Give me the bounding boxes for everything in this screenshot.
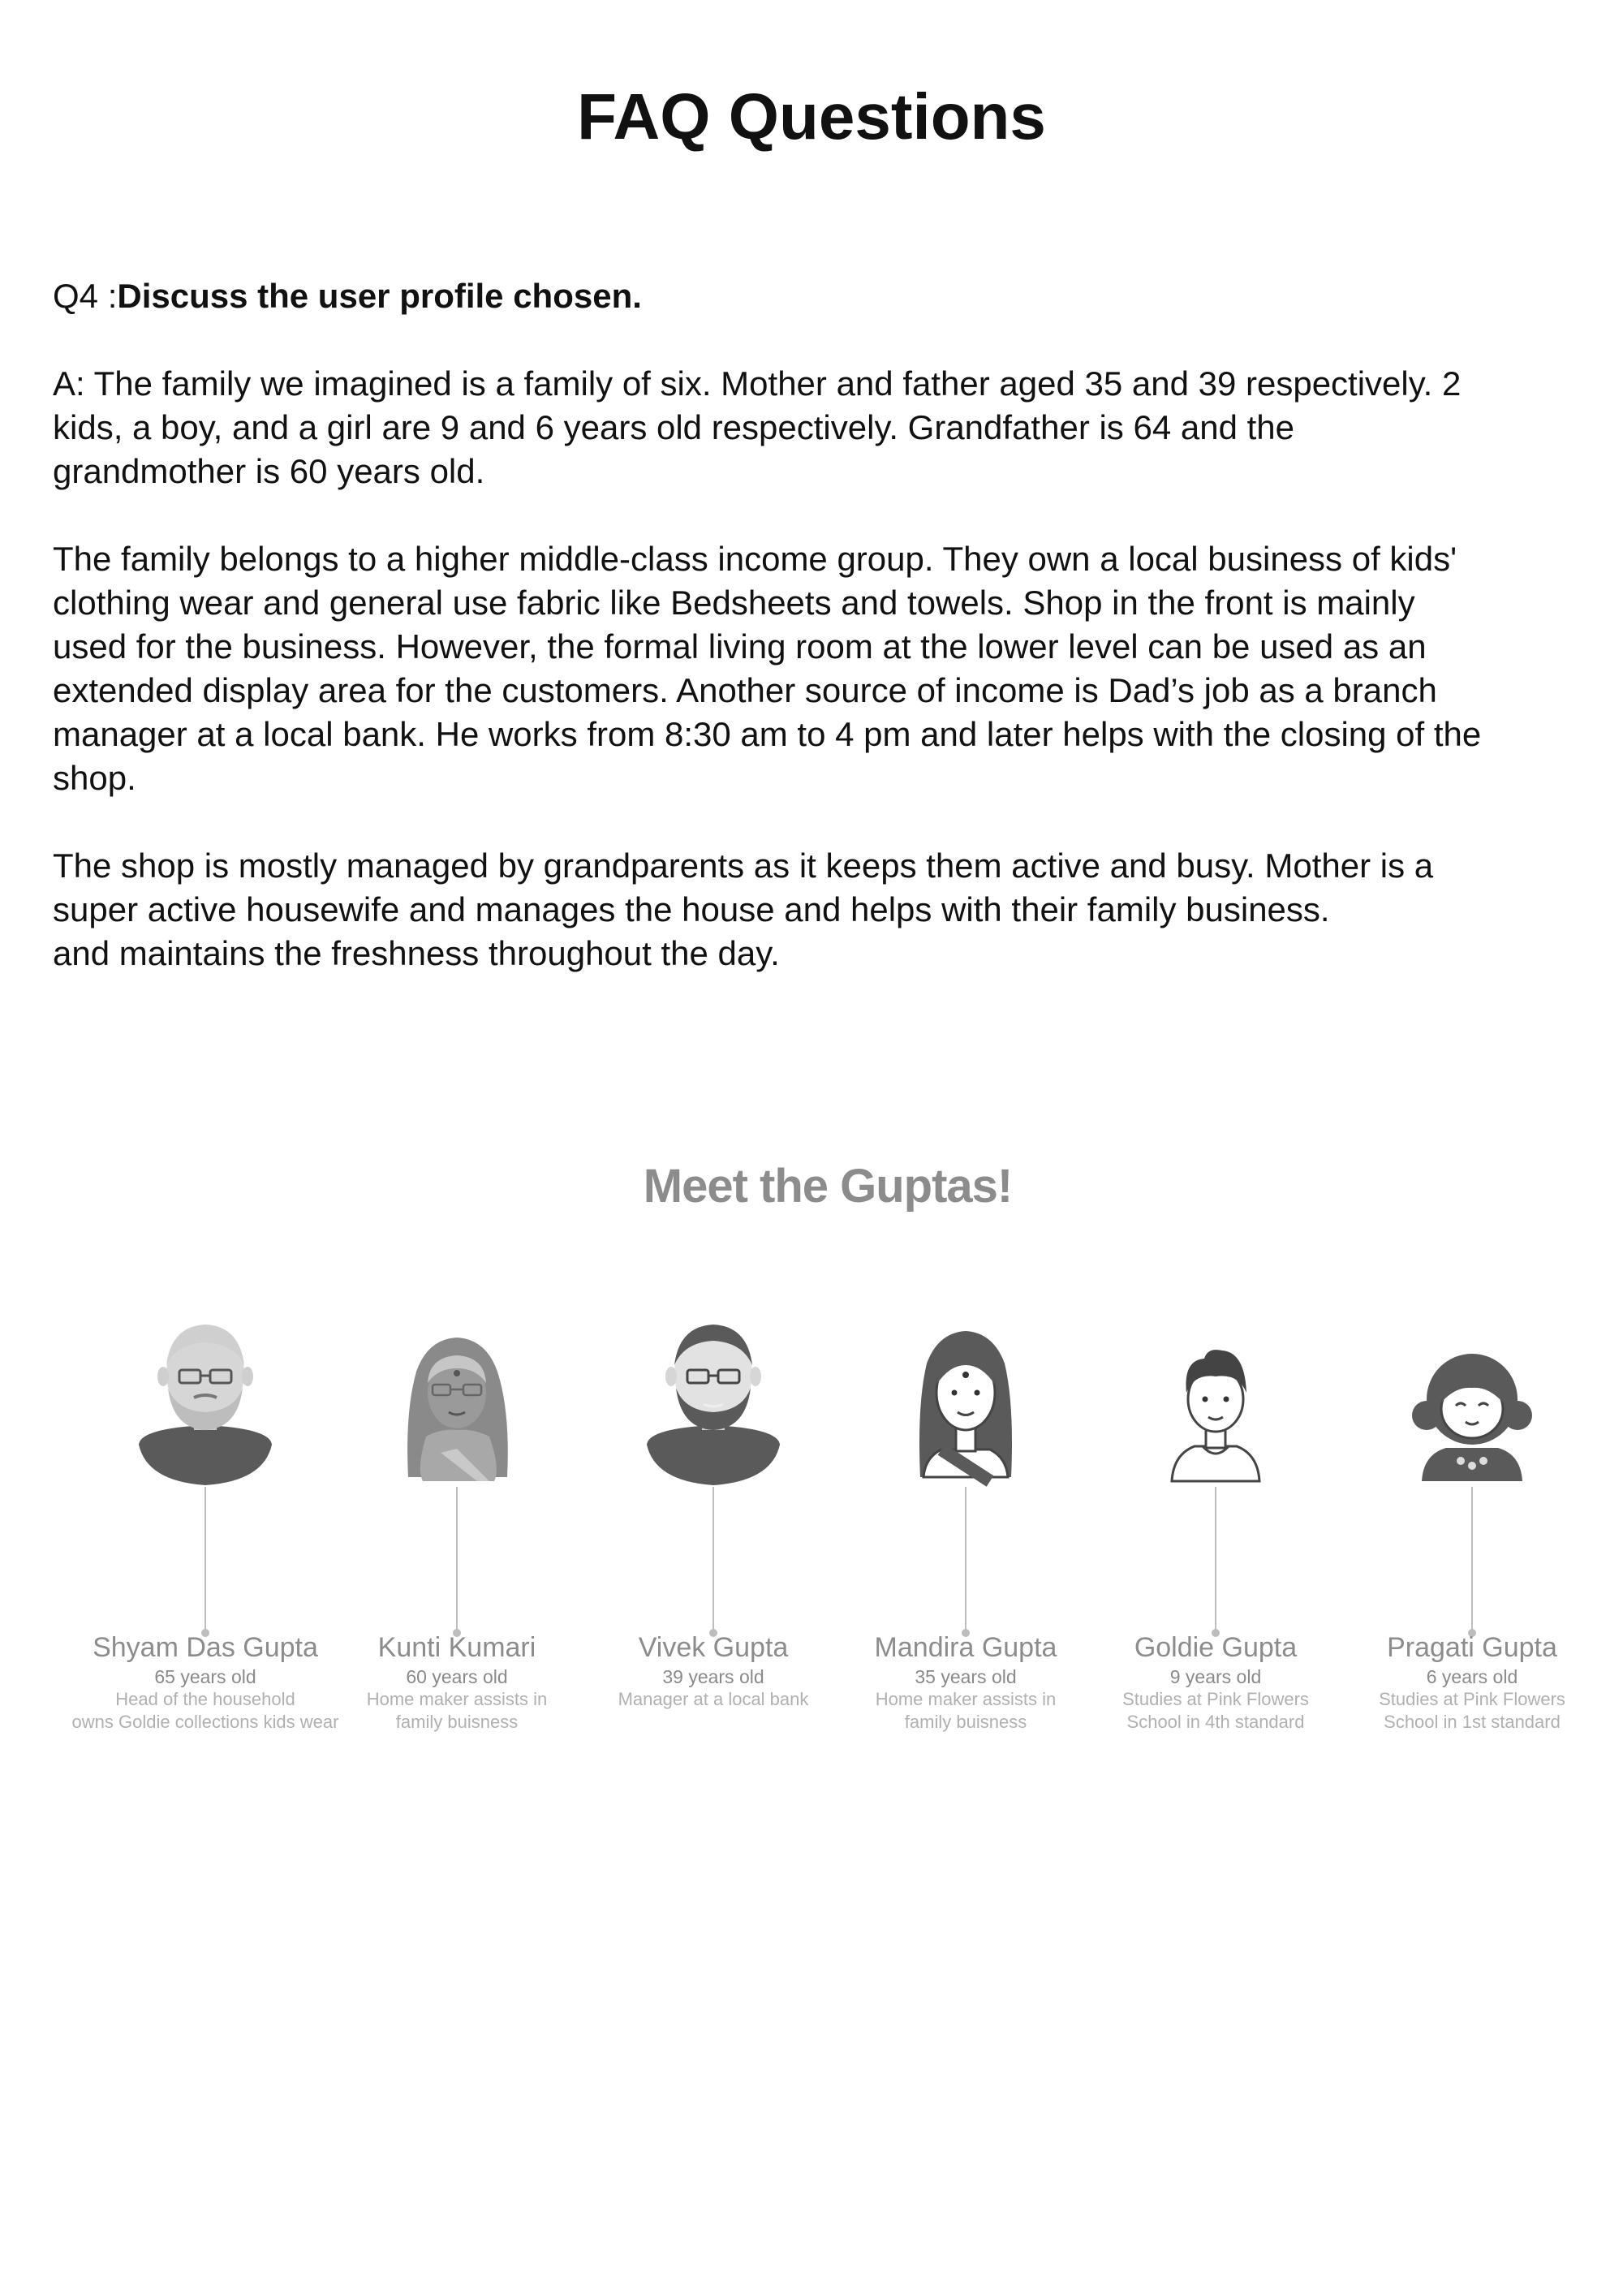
member-age: 6 years old [1426, 1666, 1518, 1687]
member-age: 39 years old [662, 1666, 764, 1687]
answer-paragraph-1 [53, 362, 1595, 493]
member-description: School in 4th standard [1126, 1712, 1305, 1732]
question-text: Discuss the user profile chosen. [117, 277, 642, 315]
member-name: Vivek Gupta [638, 1632, 789, 1663]
member-description: family buisness [395, 1712, 519, 1732]
text-line: and maintains the freshness throughout the day. [53, 934, 780, 972]
member-description: Studies at Pink Flowers [1122, 1689, 1309, 1709]
member-age: 65 years old [154, 1666, 256, 1687]
answer-paragraph-2 [53, 537, 1595, 800]
member-name: Shyam Das Gupta [93, 1632, 318, 1663]
page-title: FAQ Questions [577, 80, 1046, 153]
connector-line [204, 1487, 206, 1633]
connector-line [456, 1487, 458, 1633]
mother-avatar-icon [836, 1315, 1096, 1493]
member-description: Home maker assists in [875, 1689, 1057, 1709]
member-description: owns Goldie collections kids wear [71, 1712, 339, 1732]
family-section-title: Meet the Guptas! [643, 1160, 1013, 1213]
member-name: Goldie Gupta [1134, 1632, 1298, 1663]
text-line: A: The family we imagined is a family of six. Mother and father aged 35 and 39 respectively. 2 [53, 364, 1462, 403]
member-description: family buisness [904, 1712, 1027, 1732]
text-line: clothing wear and general use fabric like Bedsheets and towels. Shop in the front is mainly [53, 584, 1415, 622]
connector-line [965, 1487, 966, 1633]
member-description: Studies at Pink Flowers [1379, 1689, 1565, 1709]
member-description: Head of the household [115, 1689, 295, 1709]
girl-avatar-icon [1342, 1315, 1602, 1493]
text-line: super active housewife and manages the house and helps with their family business. [53, 890, 1330, 928]
member-age: 60 years old [406, 1666, 508, 1687]
text-line: shop. [53, 759, 136, 797]
text-line: extended display area for the customers. Another source of income is Dad’s job as a branch [53, 671, 1437, 709]
boy-avatar-icon [1086, 1315, 1345, 1493]
member-name: Mandira Gupta [874, 1632, 1057, 1663]
text-line: grandmother is 60 years old. [53, 452, 485, 490]
connector-line [712, 1487, 714, 1633]
father-avatar-icon [583, 1315, 843, 1493]
connector-line [1471, 1487, 1473, 1633]
text-line: The family belongs to a higher middle-class income group. They own a local business of kids' [53, 540, 1457, 578]
member-description: Manager at a local bank [618, 1689, 809, 1709]
faq-content [53, 274, 1595, 1019]
member-info [1310, 1630, 1623, 1734]
member-age: 9 years old [1169, 1666, 1262, 1687]
answer-paragraph-3 [53, 844, 1595, 976]
member-description: School in 1st standard [1384, 1712, 1561, 1732]
text-line: used for the business. However, the formal living room at the lower level can be used as an [53, 627, 1427, 666]
member-name: Kunti Kumari [377, 1632, 536, 1663]
text-line: The shop is mostly managed by grandparents as it keeps them active and busy. Mother is a [53, 846, 1434, 885]
member-description: Home maker assists in [366, 1689, 548, 1709]
text-line: manager at a local bank. He works from 8:30 am to 4 pm and later helps with the closing of the [53, 715, 1482, 753]
text-line: kids, a boy, and a girl are 9 and 6 years old respectively. Grandfather is 64 and the [53, 408, 1294, 446]
grandfather-avatar-icon [75, 1315, 335, 1493]
faq-question [53, 274, 1595, 318]
member-name: Pragati Gupta [1387, 1632, 1557, 1663]
question-prefix: Q4 : [53, 277, 118, 315]
member-age: 35 years old [915, 1666, 1017, 1687]
connector-line [1215, 1487, 1216, 1633]
grandmother-avatar-icon [327, 1315, 587, 1493]
